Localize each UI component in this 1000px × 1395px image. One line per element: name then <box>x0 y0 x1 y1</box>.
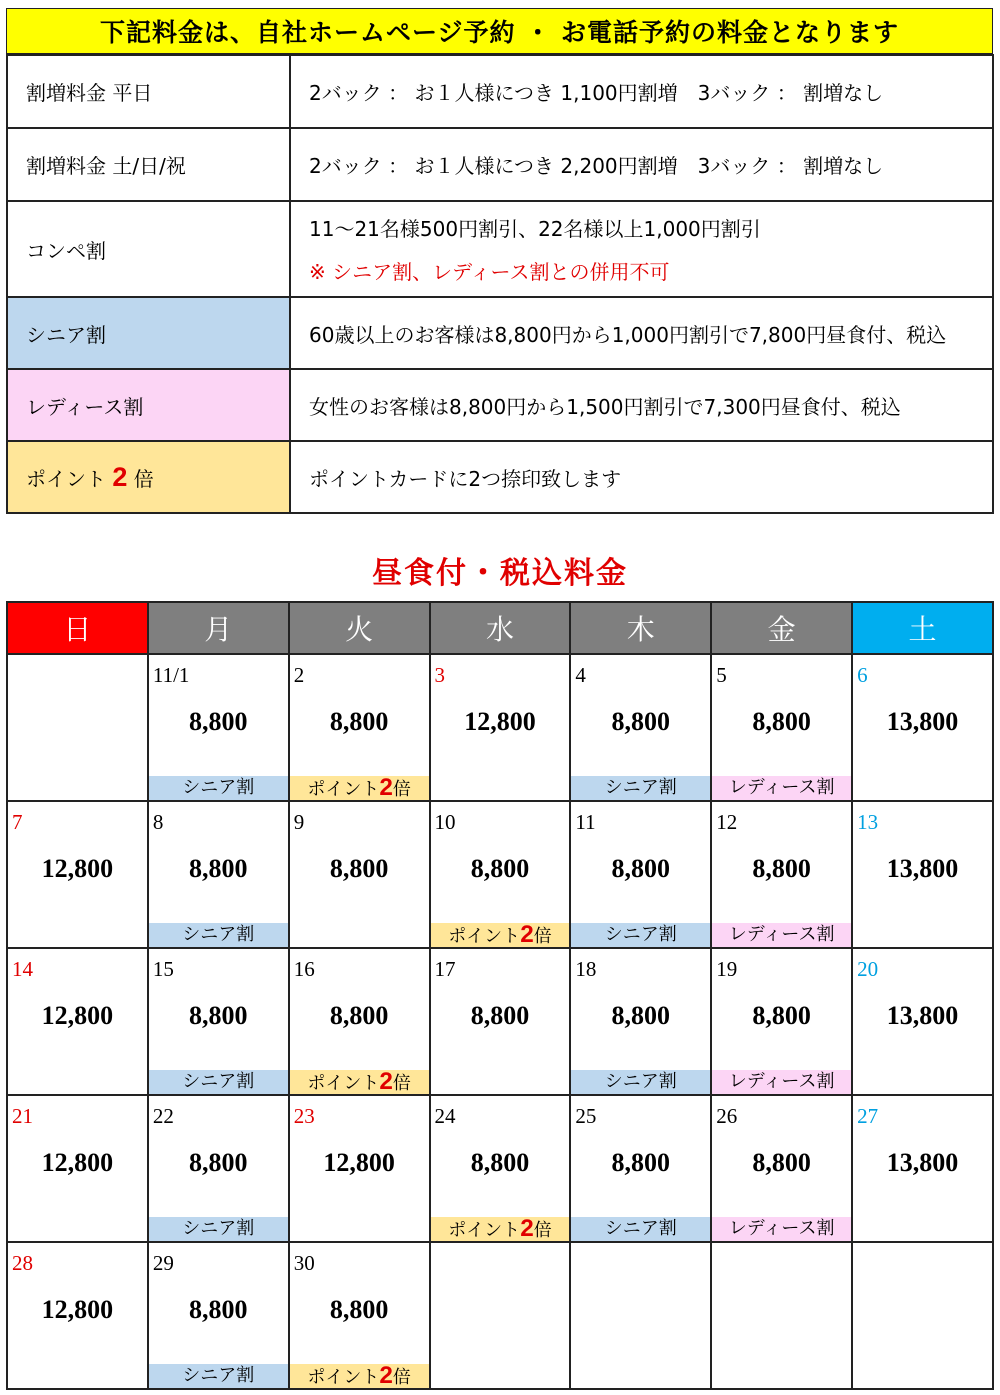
info-label <box>7 441 290 513</box>
badge-number: 2 <box>379 774 393 801</box>
info-text: 2バック ： お１人様につき 1,100円割増 3バック ： 割増なし <box>290 55 993 128</box>
weekday-header: 火 <box>289 602 430 654</box>
day-number: 3 <box>434 663 446 687</box>
calendar-day-cell <box>148 1242 289 1389</box>
calendar-day-cell <box>289 1242 430 1389</box>
badge-text: ポイント <box>307 1073 380 1094</box>
pricing-info-table <box>6 54 994 514</box>
day-number: 25 <box>575 1104 597 1128</box>
ladies-discount-badge: レディース割 <box>712 923 851 947</box>
info-note: ※ シニア割、レディース割との併用不可 <box>309 260 670 284</box>
ladies-discount-badge: レディース割 <box>712 1070 851 1094</box>
calendar-day-cell <box>289 1095 430 1242</box>
calendar-week-row <box>7 801 993 948</box>
badge-text: 倍 <box>533 1220 552 1241</box>
day-number: 28 <box>12 1251 33 1275</box>
weekday-header-row <box>7 602 993 654</box>
day-price: 13,800 <box>886 854 959 883</box>
day-price: 12,800 <box>41 1148 114 1177</box>
senior-discount-badge: シニア割 <box>571 1070 710 1094</box>
calendar-day-cell <box>7 1242 148 1389</box>
day-price: 8,800 <box>611 1001 671 1030</box>
info-text: 女性のお客様は8,800円から1,500円割引で7,300円昼食付、税込 <box>290 369 993 441</box>
day-price: 13,800 <box>886 1001 959 1030</box>
day-price: 13,800 <box>886 707 959 736</box>
day-number: 12 <box>716 810 738 834</box>
day-price: 8,800 <box>329 1001 389 1030</box>
info-label-number: 2 <box>112 461 128 492</box>
day-number: 13 <box>857 810 879 834</box>
calendar-week-row <box>7 654 993 801</box>
calendar-week-row <box>7 948 993 1095</box>
day-number: 6 <box>857 663 868 687</box>
day-number: 22 <box>152 1104 174 1128</box>
info-row-ladies-discount <box>7 369 993 441</box>
badge-text: 倍 <box>392 779 411 800</box>
badge-text: 倍 <box>392 1073 411 1094</box>
point-discount-badge <box>290 776 429 800</box>
weekday-header: 日 <box>7 602 148 654</box>
weekday-header: 金 <box>711 602 852 654</box>
senior-discount-badge: シニア割 <box>571 776 710 800</box>
calendar-day-cell <box>430 801 571 948</box>
day-number: 7 <box>12 810 23 834</box>
badge-text: ポイント <box>448 926 521 947</box>
info-row-competition-discount <box>7 201 993 297</box>
day-price: 8,800 <box>752 1148 811 1177</box>
calendar-day-cell <box>852 1095 993 1242</box>
calendar-empty-cell <box>711 1242 852 1389</box>
day-price: 12,800 <box>41 854 114 883</box>
day-price: 13,800 <box>886 1148 959 1177</box>
calendar-week-row <box>7 1095 993 1242</box>
weekday-header: 月 <box>148 602 289 654</box>
day-number: 8 <box>152 810 164 834</box>
calendar-day-cell <box>570 948 711 1095</box>
info-row-senior-discount <box>7 297 993 369</box>
calendar-title: 昼食付・税込料金 <box>372 556 628 591</box>
weekday-header: 木 <box>570 602 711 654</box>
badge-text: ポイント <box>307 1367 380 1388</box>
senior-discount-badge: シニア割 <box>149 1217 288 1241</box>
weekday-header: 土 <box>852 602 993 654</box>
calendar-day-cell <box>852 801 993 948</box>
calendar-day-cell <box>430 948 571 1095</box>
calendar-day-cell <box>570 654 711 801</box>
calendar-day-cell <box>7 801 148 948</box>
info-label: シニア割 <box>7 297 290 369</box>
info-cell <box>290 201 993 297</box>
info-row-point-double <box>7 441 993 513</box>
day-number: 15 <box>152 957 174 981</box>
day-number: 16 <box>293 957 315 981</box>
day-number: 18 <box>575 957 597 981</box>
badge-number: 2 <box>379 1068 393 1095</box>
day-number: 11/1 <box>152 663 190 687</box>
day-price: 8,800 <box>189 1001 248 1030</box>
senior-discount-badge: シニア割 <box>149 776 288 800</box>
day-price: 8,800 <box>189 1295 248 1324</box>
day-number: 20 <box>857 957 879 981</box>
info-label: 割増料金 土/日/祝 <box>7 128 290 201</box>
senior-discount-badge: シニア割 <box>149 1070 288 1094</box>
day-number: 17 <box>434 957 456 981</box>
day-number: 27 <box>857 1104 879 1128</box>
day-price: 8,800 <box>470 1001 530 1030</box>
badge-number: 2 <box>379 1362 393 1389</box>
day-price: 8,800 <box>752 707 811 736</box>
ladies-discount-badge: レディース割 <box>712 1217 851 1241</box>
day-number: 30 <box>293 1251 315 1275</box>
day-number: 29 <box>152 1251 174 1275</box>
point-discount-badge <box>431 1217 570 1241</box>
info-label: コンペ割 <box>7 201 290 297</box>
calendar-day-cell <box>570 801 711 948</box>
day-number: 5 <box>716 663 727 687</box>
day-price: 8,800 <box>189 1148 248 1177</box>
info-label: 割増料金 平日 <box>7 55 290 128</box>
badge-text: 倍 <box>533 926 552 947</box>
calendar-day-cell <box>289 654 430 801</box>
calendar-day-cell <box>148 1095 289 1242</box>
info-text: 60歳以上のお客様は8,800円から1,000円割引で7,800円昼食付、税込 <box>290 297 993 369</box>
day-price: 12,800 <box>323 1148 395 1177</box>
calendar-empty-cell <box>7 654 148 801</box>
day-price: 8,800 <box>329 1295 389 1324</box>
calendar-day-cell <box>711 1095 852 1242</box>
calendar-day-cell <box>148 801 289 948</box>
day-number: 4 <box>575 663 586 687</box>
point-discount-badge <box>290 1364 429 1388</box>
point-discount-badge <box>431 923 570 947</box>
calendar-day-cell <box>7 948 148 1095</box>
calendar-day-cell <box>289 948 430 1095</box>
calendar-day-cell <box>852 654 993 801</box>
badge-text: ポイント <box>448 1220 521 1241</box>
calendar-day-cell <box>430 1095 571 1242</box>
senior-discount-badge: シニア割 <box>571 1217 710 1241</box>
calendar-day-cell <box>570 1095 711 1242</box>
calendar-day-cell <box>7 1095 148 1242</box>
day-price: 8,800 <box>189 707 248 736</box>
badge-text: ポイント <box>307 779 380 800</box>
day-price: 8,800 <box>470 1148 530 1177</box>
day-price: 8,800 <box>329 707 389 736</box>
badge-number: 2 <box>520 1215 534 1242</box>
calendar-empty-cell <box>430 1242 571 1389</box>
day-price: 8,800 <box>611 1148 671 1177</box>
info-text: 2バック ： お１人様につき 2,200円割増 3バック ： 割増なし <box>290 128 993 201</box>
day-number: 14 <box>12 957 33 981</box>
day-number: 19 <box>716 957 738 981</box>
calendar-day-cell <box>148 948 289 1095</box>
price-calendar <box>6 601 994 1390</box>
day-price: 12,800 <box>41 1001 114 1030</box>
info-text: ポイントカードに2つ捺印致します <box>290 441 993 513</box>
calendar-empty-cell <box>570 1242 711 1389</box>
day-price: 8,800 <box>611 707 671 736</box>
badge-text: 倍 <box>392 1367 411 1388</box>
calendar-week-row <box>7 1242 993 1389</box>
senior-discount-badge: シニア割 <box>571 923 710 947</box>
day-price: 8,800 <box>329 854 389 883</box>
day-price: 12,800 <box>41 1295 114 1324</box>
calendar-day-cell <box>852 948 993 1095</box>
info-label-part: 倍 <box>133 466 154 491</box>
info-row-weekend-surcharge <box>7 128 993 201</box>
day-number: 11 <box>575 810 596 834</box>
day-price: 12,800 <box>464 707 536 736</box>
day-number: 24 <box>434 1104 456 1128</box>
senior-discount-badge: シニア割 <box>149 923 288 947</box>
calendar-empty-cell <box>852 1242 993 1389</box>
page-banner: 下記料金は、自社ホームページ予約 ・ お電話予約の料金となります <box>6 8 993 54</box>
calendar-body <box>7 654 993 1389</box>
day-number: 21 <box>12 1104 33 1128</box>
calendar-day-cell <box>711 654 852 801</box>
badge-number: 2 <box>520 921 534 948</box>
point-discount-badge <box>290 1070 429 1094</box>
day-number: 2 <box>293 663 305 687</box>
day-price: 8,800 <box>752 1001 811 1030</box>
day-price: 8,800 <box>470 854 530 883</box>
calendar-day-cell <box>289 801 430 948</box>
day-price: 8,800 <box>189 854 248 883</box>
calendar-day-cell <box>711 948 852 1095</box>
day-number: 23 <box>293 1104 315 1128</box>
day-number: 10 <box>434 810 456 834</box>
info-label-part: ポイント <box>26 466 106 491</box>
day-number: 26 <box>716 1104 738 1128</box>
calendar-day-cell <box>148 654 289 801</box>
day-price: 8,800 <box>752 854 811 883</box>
weekday-header: 水 <box>430 602 571 654</box>
calendar-day-cell <box>430 654 571 801</box>
day-price: 8,800 <box>611 854 671 883</box>
senior-discount-badge: シニア割 <box>149 1364 288 1388</box>
info-label: レディース割 <box>7 369 290 441</box>
ladies-discount-badge: レディース割 <box>712 776 851 800</box>
calendar-day-cell <box>711 801 852 948</box>
info-row-weekday-surcharge <box>7 55 993 128</box>
day-number: 9 <box>293 810 305 834</box>
info-text: 11～21名様500円割引、22名様以上1,000円割引 <box>309 217 761 241</box>
